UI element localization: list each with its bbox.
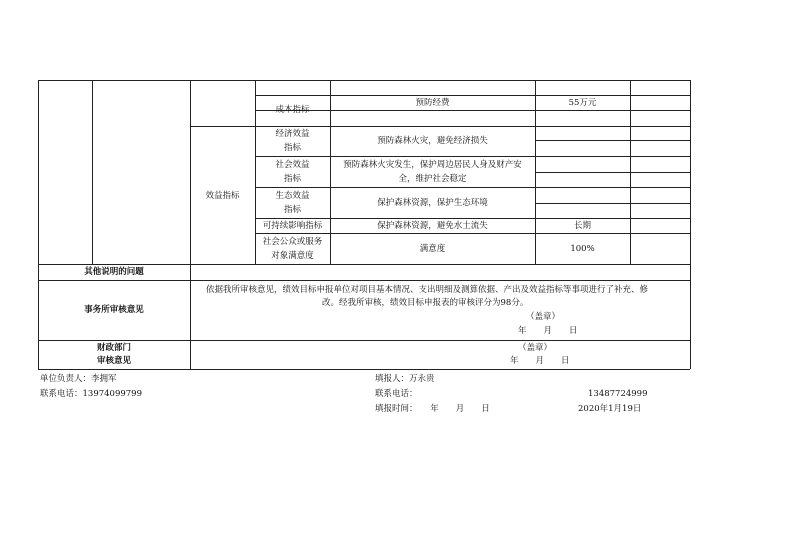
table-rule (190, 80, 191, 264)
table-rule (38, 80, 39, 369)
finance-review-label-line2: 审核意见 (96, 356, 131, 366)
benefit-category-label: 效益指标 (205, 191, 240, 201)
ecological-label-line1: 生态效益 (275, 191, 310, 201)
cost-value: 55万元 (568, 98, 597, 108)
finance-review-seal: （盖章） (518, 343, 553, 353)
sustainable-value: 长期 (573, 221, 591, 231)
table-rule (38, 280, 690, 281)
firm-review-seal: （盖章） (526, 312, 561, 322)
footer-filler: 填报人：万永贵 (375, 374, 435, 384)
finance-review-label-line1: 财政部门 (96, 343, 131, 353)
table-rule (38, 80, 690, 81)
satisfaction-value: 100% (570, 244, 595, 254)
table-rule (92, 80, 93, 264)
table-rule (190, 126, 690, 127)
economic-label-line2: 指标 (283, 143, 301, 153)
cost-item: 预防经费 (415, 98, 450, 108)
cost-indicator-label: 成本指标 (275, 105, 310, 115)
footer-phone-left: 联系电话：13974099799 (40, 389, 142, 399)
social-label-line1: 社会效益 (275, 160, 310, 170)
firm-review-text-line1: 依据我所审核意见，绩效目标申报单位对项目基本情况、支出明细及测算依据、产出及效益指标等事项进行了补充、修 (206, 285, 649, 295)
social-content-line1: 预防森林火灾发生，保护周边居民人身及财产安 (343, 160, 522, 170)
table-rule (690, 80, 691, 369)
table-rule (255, 156, 690, 157)
footer-phone-right-label: 联系电话： (375, 389, 418, 399)
sustainable-label: 可持续影响指标 (262, 221, 323, 231)
table-rule (255, 218, 690, 219)
sustainable-content: 保护森林资源，避免水土流失 (377, 221, 488, 231)
firm-review-text-line2: 改。经我所审核，绩效目标申报表的审核评分为98分。 (322, 298, 529, 308)
social-label-line2: 指标 (283, 174, 301, 184)
table-rule (255, 187, 690, 188)
other-notes-label: 其他说明的问题 (84, 267, 144, 277)
satisfaction-label-line2: 对象满意度 (271, 251, 314, 261)
table-rule (38, 369, 690, 370)
footer-phone-right-value: 13487724999 (588, 389, 648, 399)
footer-unit-head: 单位负责人：李拥军 (40, 374, 117, 384)
table-rule (630, 80, 631, 264)
table-rule (535, 203, 690, 204)
finance-review-date: 年 月 日 (510, 356, 570, 366)
ecological-label-line2: 指标 (283, 205, 301, 215)
satisfaction-content: 满意度 (419, 244, 446, 254)
table-rule (38, 340, 690, 341)
economic-content: 预防森林火灾，避免经济损失 (377, 136, 488, 146)
economic-label-line1: 经济效益 (275, 129, 310, 139)
table-rule (190, 264, 191, 369)
social-content-line2: 全，维护社会稳定 (398, 174, 467, 184)
footer-fill-date: 2020年1月19日 (578, 404, 642, 414)
footer-fill-time-label: 填报时间： 年 月 日 (375, 404, 490, 414)
table-rule (535, 172, 690, 173)
table-rule (38, 264, 690, 265)
satisfaction-label-line1: 社会公众或服务 (262, 237, 323, 247)
table-rule (255, 95, 690, 96)
table-rule (255, 233, 690, 234)
ecological-content: 保护森林资源，保护生态环境 (377, 198, 488, 208)
table-rule (535, 140, 690, 141)
firm-review-label: 事务所审核意见 (84, 305, 144, 315)
firm-review-date: 年 月 日 (518, 326, 578, 336)
